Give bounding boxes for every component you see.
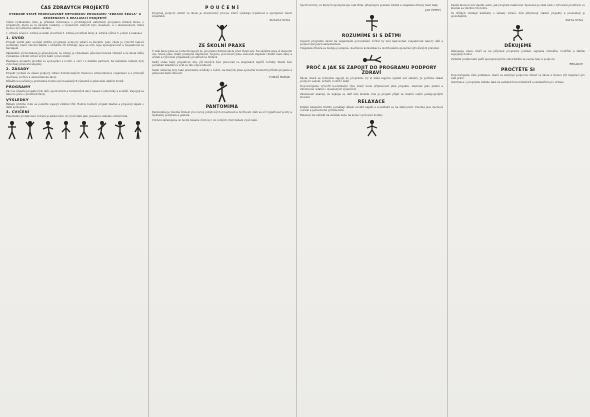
paragraph: Projekt vychází ze zásad podpory zdraví formulovaných Světovou zdravotnickou organizací a z principů otevřené, tvořivé a demokratické školy. bbox=[6, 72, 144, 79]
column-3 bbox=[300, 4, 443, 413]
paragraph: Žáci se účastní projektových dnů, sportovních a turistických akcí, besed s odborníky a soutěží. Zapojují se také do péče o prostředí školy. bbox=[6, 89, 144, 96]
paragraph: Vzájemná důvěra se buduje postupně, otevřenou komunikací a dodržováním společně vytvořených pravidel. bbox=[300, 47, 440, 51]
exercise-figure-icon bbox=[6, 120, 18, 140]
paragraph: Základním východiskem je přesvědčení, že zdraví je výsledkem působení mnoha činitelů a že škola může významně ovlivnit zdraví svých žáků i pracovníků. bbox=[6, 52, 144, 59]
column-1 bbox=[6, 4, 144, 413]
fold-line bbox=[148, 0, 149, 417]
section-heading: PROGRAMY bbox=[6, 84, 31, 89]
paragraph: Relaxaci lze zařadit na začátek nebo na konec vyučovací hodiny. bbox=[300, 114, 383, 118]
paragraph: Ve třídách vznikají nástěnky s tématy zdraví, děti připravují vlastní projekty a prezentují je spolužákům. bbox=[451, 11, 585, 18]
paragraph: V naší škole jsme se rozhodli zapojit do programu Zdravá škola před třemi lety. Na začátku jsme si stanovili cíle, které jsme chtěli postupně naplňovat. Nejvíce pozornosti jsme věnovali zlepšení vztahů mezi žáky a učiteli a vytvoření příjemného prostředí ve třídách. bbox=[152, 50, 292, 60]
section-heading: PROČTĚTE SI bbox=[500, 67, 536, 73]
topic-list: 1. zdravé učení 2. zdravé sociální prostředí 3. zdravé prostředí školy 4. zdravá výživa 5. pohyb a relaxace bbox=[6, 31, 143, 35]
section-heading: ROZUMÍME SI S DĚTMI bbox=[341, 33, 402, 39]
paragraph: Velký ohlas měly projektové dny, při kterých žáci pracovali ve skupinách napříč ročníky. Starší žáci pomáhali mladším a učili se tak odpovědnosti. bbox=[152, 60, 292, 67]
exercise-figure-icon bbox=[114, 120, 126, 140]
mime-figure-icon bbox=[214, 81, 230, 103]
paragraph: Během prvního roku se podařilo zapojit většinu tříd. Rodiče hodnotí projekt kladně a projevují zájem o další spolupráci. bbox=[6, 102, 144, 109]
paragraph: Důležitou součástí je pravidelné hodnocení dosažených výsledků a plánování dalších kroků. bbox=[6, 80, 125, 84]
stretching-figure-icon bbox=[215, 24, 229, 42]
author-signature: TOMÁŠ HORÁK bbox=[268, 76, 290, 80]
paragraph: Každá škola si volí vlastní cestu, jak program realizovat. Společné je však úsilí o vytvoření prostředí, ve kterém se všichni cítí dobře. bbox=[451, 4, 585, 11]
paragraph: Krátké relaxační chvilky pomáhají dětem uvolnit napětí a soustředit se na další práci. Vhodné jsou dechová cvičení a jednoduché protahování. bbox=[300, 106, 443, 113]
author-signature: JAN ČERNÝ bbox=[425, 8, 441, 12]
exercise-figure-icon bbox=[24, 120, 36, 140]
paragraph: Zkušenosti ukazují, že nejlépe se daří těm školám, kde je projekt přijat za vlastní celým pedagogickým sborem. bbox=[300, 92, 443, 99]
exercise-figure-icon bbox=[132, 120, 144, 140]
exercise-figure-icon bbox=[78, 120, 90, 140]
relax-figure-icon bbox=[365, 119, 379, 137]
paragraph: Informace o programu získáte také na setkáních koordinátorů a seminářích pro učitele. bbox=[451, 81, 565, 85]
section-heading: RELAXACE bbox=[357, 100, 386, 106]
section-heading: PROČ A JAK SE ZAPOJIT DO PROGRAMU PODPORY ZDRAVÍ bbox=[306, 66, 437, 77]
paragraph: Doporučujeme vytvořit koordinační tým, který bude připravovat plán projektu, sledovat jeho plnění a informovat ostatní o dosažených výsledcích. bbox=[300, 85, 443, 92]
section-heading: DĚKUJEME bbox=[504, 44, 532, 50]
paragraph: Děkujeme všem, kteří se na přípravě programu podíleli, zejména učitelům, rodičům a žákům zapojených škol. bbox=[451, 50, 585, 57]
section-heading: PANTOMIMA bbox=[205, 105, 239, 111]
paragraph: Velmi užitečné byly také pravidelné schůzky s rodiči, na kterých jsme společně hodnotili průběh projektu a plánovali další činnosti. bbox=[152, 68, 292, 75]
paragraph: Cvičení zařazujeme do hodin tělesné výchovy i do volných chvil během vyučování. bbox=[152, 118, 258, 122]
kneeling-figure-icon bbox=[511, 24, 525, 42]
paragraph: Doporučujeme vám publikace, které se zabývají podporou zdraví ve škole a mohou být inspirací pro vaši práci. bbox=[451, 73, 585, 80]
paragraph: Úspěch programu závisí na vzájemném porozumění. Učitel by měl naslouchat, respektovat názory dětí a podporovat jejich samostatnost. bbox=[300, 39, 443, 46]
column-4 bbox=[451, 4, 585, 413]
paragraph: Projekt vznikl jako součást širšího programu podpory zdraví ve školách. Jeho cílem je vytvořit takové podmínky, které umožní žákům i učitelům žít zdravěji, lépe se učit, lépe spolupracovat a respektovat se navzájem. bbox=[6, 41, 144, 51]
paragraph: Realizace projektu probíhá ve spolupráci s rodiči, s obcí i s dalšími partnery. Ke každému tématu byly vytvořeny pracovní skupiny. bbox=[6, 59, 144, 66]
section-heading: ZE ŠKOLNÍ PRAXE bbox=[198, 44, 246, 50]
section-heading: 2. ZÁSADY bbox=[6, 67, 29, 72]
lying-figure-icon bbox=[362, 52, 382, 64]
author-signature: REDAKCE bbox=[569, 62, 583, 66]
column-2 bbox=[152, 4, 292, 413]
fold-line bbox=[447, 0, 448, 417]
section-heading: 3. CVIČENÍ bbox=[6, 110, 30, 115]
column-subtitle: VYBRANÉ STATĚ PROPAGOVANÉ METODIKOU PROGRAMU "ZDRAVÁ ŠKOLA" A ZKUŠENOSTI S REALIZACÍ PROJEKTŮ bbox=[8, 12, 142, 20]
fold-line bbox=[296, 0, 297, 417]
column-title: ČAS ZDRAVÝCH PROJEKTŮ bbox=[40, 5, 110, 11]
paragraph: Zvláštní poděkování patří spolupracujícím odborníkům za cenné rady a podporu. bbox=[451, 58, 556, 62]
paragraph: Pravidelné protahovací cvičení je zařazováno do vyučování jako prevence vadného držení těla. bbox=[6, 115, 129, 119]
author-signature: PAVLA NOVÁ bbox=[565, 19, 583, 23]
paragraph: Škola, která se rozhodne zapojit do programu, by si měla nejprve ujasnit své záměry. Je potřeba získat podporu vedení, učitelů, rodičů i žáků. bbox=[300, 77, 443, 84]
section-heading: VÝSLEDKY bbox=[6, 97, 29, 102]
paragraph: Pantomima je vhodná činnost pro rozvoj pohybových dovedností a tvořivosti. Děti se učí vyjadřovat pocity a myšlenky pohybem a gestem. bbox=[152, 111, 292, 118]
exercise-figure-icon bbox=[42, 120, 54, 140]
exercise-figure-icon bbox=[60, 120, 72, 140]
exercise-figures bbox=[6, 120, 144, 140]
author-signature: ZUZANA NOVÁ bbox=[269, 19, 290, 23]
paragraph: Cílem vydávaného listu je přinášet informace o probíhajících aktivitách programu Zdravá škola, o projektech, které se ve školách realizují, o výsledcích, kterých bylo dosaženo, a o zkušenostech, které mohou být užitečné dalším školám. bbox=[6, 21, 144, 31]
balance-figure-icon bbox=[365, 14, 379, 32]
section-heading: 1. ÚVOD bbox=[6, 36, 25, 41]
paragraph: Program podpory zdraví ve škole je dlouhodobý proces, který vyžaduje trpělivost a spolupráci všech účastníků. bbox=[152, 11, 292, 18]
column-title: P O U Č E N Í bbox=[205, 5, 239, 11]
exercise-figure-icon bbox=[96, 120, 108, 140]
paragraph: Sportovní hry, ve kterých spolupracuje celá třída, přispívají k posílení vztahů a vzájemné důvěry mezi žáky. bbox=[300, 4, 439, 7]
